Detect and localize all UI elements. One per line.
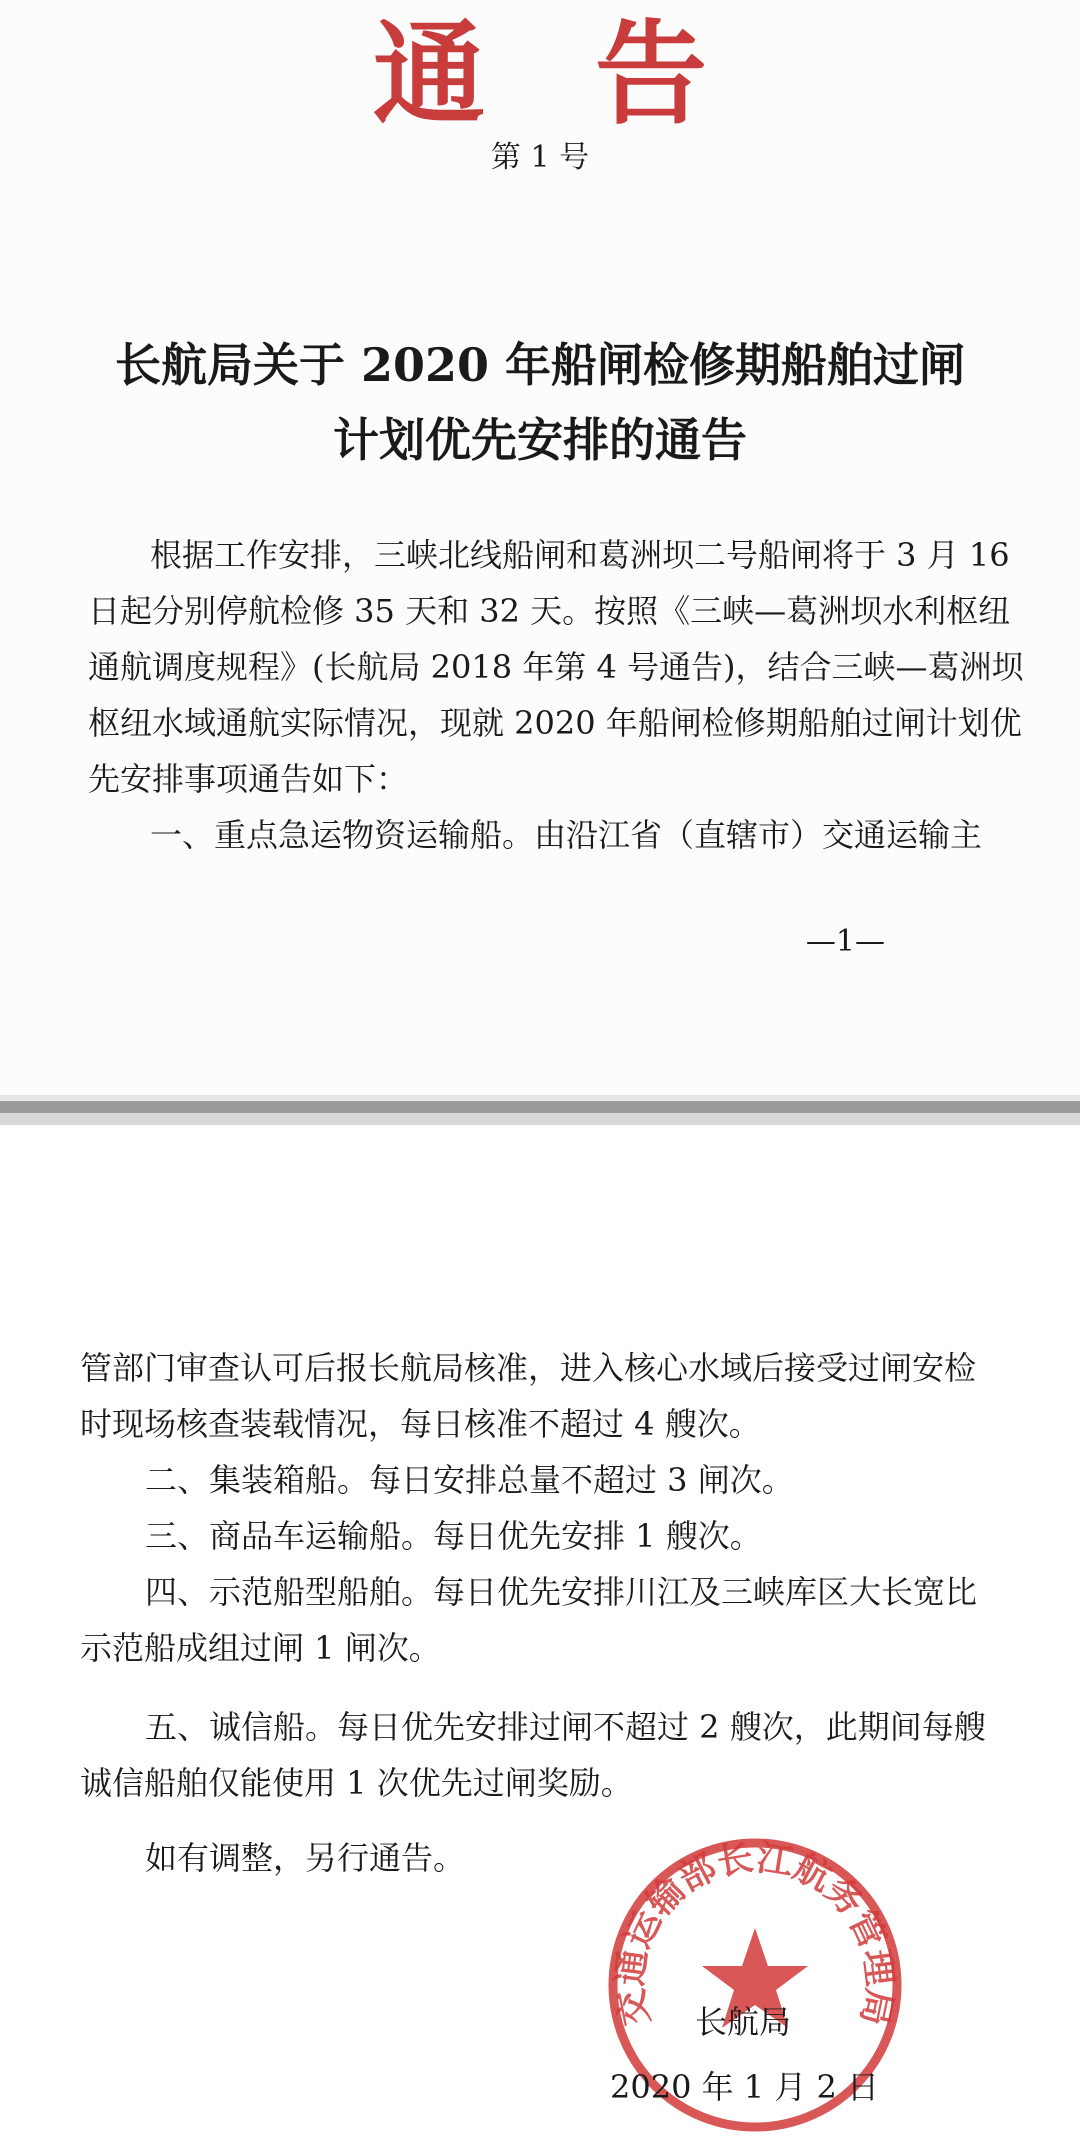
body-line: 一、重点急运物资运输船。由沿江省（直辖市）交通运输主: [150, 816, 983, 854]
body-line: 根据工作安排，三峡北线船闸和葛洲坝二号船闸将于 3 月 16: [150, 536, 1010, 574]
document-number: 第 1 号: [490, 140, 590, 175]
body-line: 通航调度规程》(长航局 2018 年第 4 号通告)，结合三峡—葛洲坝: [88, 648, 1024, 686]
body-line: 四、示范船型船舶。每日优先安排川江及三峡库区大长宽比: [145, 1573, 978, 1611]
body-line: 管部门审查认可后报长航局核准，进入核心水域后接受过闸安检: [80, 1349, 977, 1387]
body-line: 五、诚信船。每日优先安排过闸不超过 2 艘次，此期间每艘: [145, 1708, 986, 1746]
body-line: 先安排事项通告如下：: [88, 760, 409, 798]
body-line: 诚信船舶仅能使用 1 次优先过闸奖励。: [80, 1764, 633, 1802]
body-line: 如有调整，另行通告。: [145, 1839, 466, 1877]
document-title-line-2: 计划优先安排的通告: [333, 413, 747, 467]
body-line: 时现场核查装载情况，每日核准不超过 4 艘次。: [80, 1405, 761, 1443]
page-divider: [0, 1095, 1080, 1125]
seal-text: 交通运输部长江航务管理局: [608, 1836, 902, 2030]
notice-heading: 通告: [373, 9, 817, 140]
body-line: 二、集装箱船。每日安排总量不超过 3 闸次。: [145, 1461, 794, 1499]
document-title-line-1: 长航局关于 2020 年船闸检修期船舶过闸: [114, 338, 966, 392]
body-line: 示范船成组过闸 1 闸次。: [80, 1629, 441, 1667]
body-line: 枢纽水域通航实际情况，现就 2020 年船闸检修期船舶过闸计划优: [88, 704, 1022, 742]
body-line: 日起分别停航检修 35 天和 32 天。按照《三峡—葛洲坝水利枢纽: [88, 592, 1011, 630]
page-number: —1—: [805, 924, 885, 959]
signature-date: 2020 年 1 月 2 日: [610, 2068, 880, 2106]
body-line: 三、商品车运输船。每日优先安排 1 艘次。: [145, 1517, 762, 1555]
signature-org: 长航局: [695, 2003, 792, 2041]
